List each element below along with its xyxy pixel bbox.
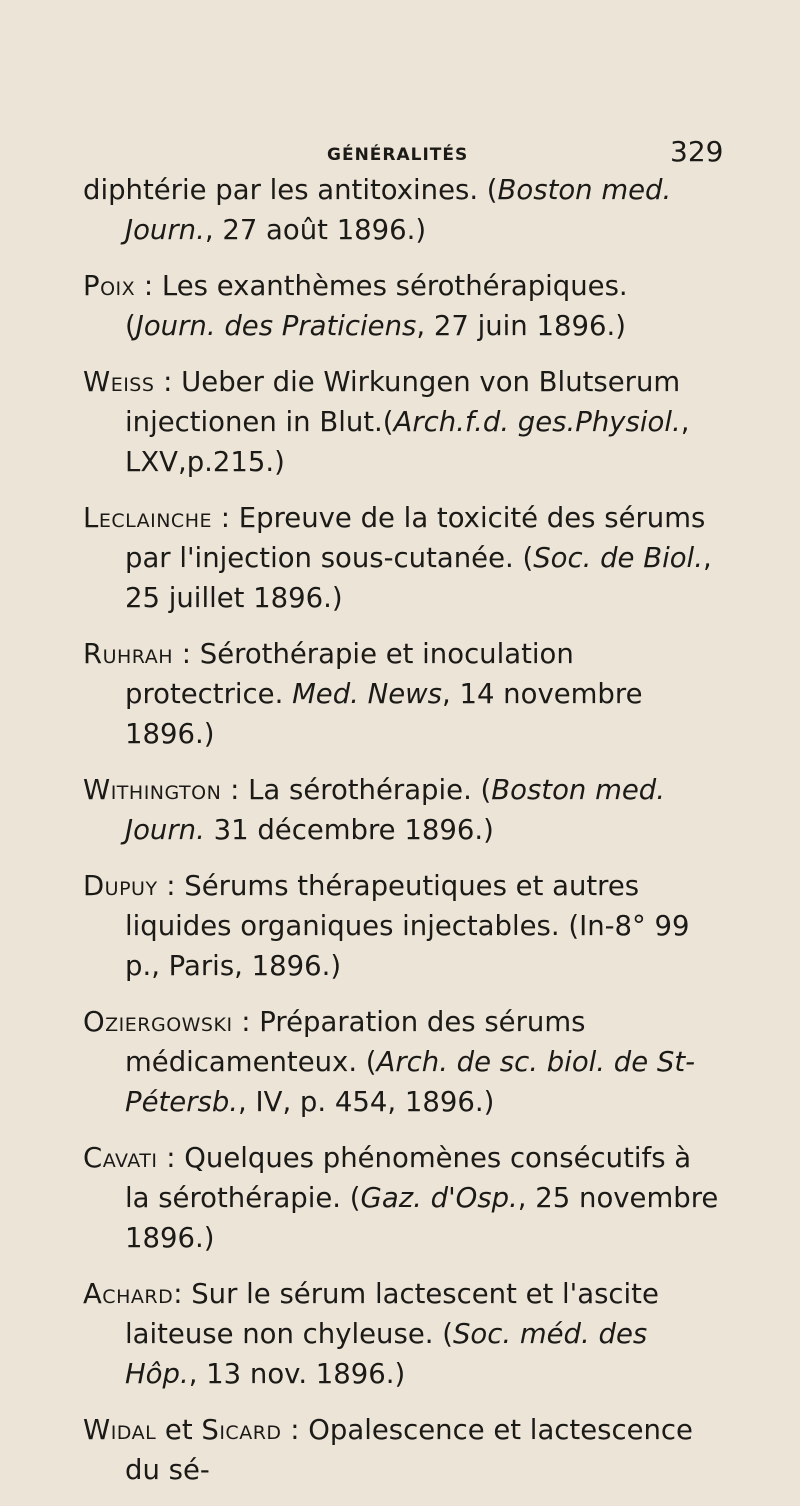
- bibliography-entry: [83, 362, 723, 482]
- author-name: Poix: [83, 270, 136, 302]
- author-name: Dupuy: [83, 870, 158, 902]
- entry-text: , 25 novembre 1896.): [125, 1182, 719, 1254]
- author-name: Ruhrah: [83, 638, 174, 670]
- entry-text: et: [156, 1414, 202, 1446]
- journal-reference: Soc. méd. des Hôp.: [125, 1318, 648, 1390]
- author-name: Sicard: [201, 1414, 282, 1446]
- entry-text: : Quelques phénomènes consécutifs à la sérothérapie. (: [125, 1142, 692, 1214]
- page-header: [0, 135, 800, 175]
- author-name: Widal: [83, 1414, 157, 1446]
- entry-text: : Les exanthèmes sérothérapiques. (: [125, 270, 628, 342]
- author-name: Withington: [83, 774, 222, 806]
- bibliography-entry: [83, 170, 723, 250]
- entry-text: : Sérothérapie et inoculation protectrice.: [125, 638, 574, 710]
- journal-reference: Gaz. d'Osp.: [360, 1182, 518, 1214]
- bibliography-entry: [83, 498, 723, 618]
- author-name: Cavati: [83, 1142, 158, 1174]
- author-name: Achard: [83, 1278, 174, 1310]
- journal-reference: Journ. des Praticiens: [135, 310, 417, 342]
- entry-text: : Sérums thérapeutiques et autres liquides organiques injectables. (In-8° 99 p., Paris, 1896.): [125, 870, 690, 982]
- entry-text: , 14 novembre 1896.): [125, 678, 643, 750]
- entry-text: , 27 août 1896.): [204, 214, 427, 246]
- bibliography-entry: [83, 1002, 723, 1122]
- entry-text: , 25 juillet 1896.): [125, 542, 712, 614]
- entry-text: diphtérie par les antitoxines. (: [83, 174, 498, 206]
- running-title: GÉNÉRALITÉS: [327, 145, 469, 165]
- journal-reference: Soc. de Biol.: [533, 542, 703, 574]
- bibliography-entry: [83, 770, 723, 850]
- entry-text: : Opalescence et lactescence du sé-: [125, 1414, 693, 1486]
- journal-reference: Arch. de sc. biol. de St-Pétersb.: [125, 1046, 696, 1118]
- journal-reference: Med. News: [292, 678, 442, 710]
- author-name: Weiss: [83, 366, 155, 398]
- entry-text: : Ueber die Wirkungen von Blutserum injectionen in Blut.(: [125, 366, 681, 438]
- entry-text: : Préparation des sérums médicamenteux. (: [125, 1006, 586, 1078]
- entry-text: 31 décembre 1896.): [204, 814, 494, 846]
- bibliography-entry: [83, 634, 723, 754]
- journal-reference: Boston med. Journ.: [125, 174, 672, 246]
- journal-reference: Boston med. Journ.: [125, 774, 665, 846]
- bibliography-entry: [83, 266, 723, 346]
- bibliography-list: [83, 170, 723, 1506]
- page-number: 329: [670, 135, 724, 168]
- entry-text: : Sur le sérum lactescent et l'ascite laiteuse non chyleuse. (: [125, 1278, 659, 1350]
- bibliography-entry: [83, 1138, 723, 1258]
- bibliography-entry: [83, 1410, 723, 1490]
- entry-text: : La sérothérapie. (: [221, 774, 492, 806]
- entry-text: , 27 juin 1896.): [416, 310, 626, 342]
- bibliography-entry: [83, 1274, 723, 1394]
- journal-reference: Arch.f.d. ges.Physiol.: [393, 406, 681, 438]
- entry-text: , 13 nov. 1896.): [188, 1358, 406, 1390]
- author-name: Leclainche: [83, 502, 212, 534]
- entry-text: , LXV,p.215.): [125, 406, 690, 478]
- entry-text: : Epreuve de la toxicité des sérums par l'injection sous-cutanée. (: [125, 502, 706, 574]
- entry-text: , IV, p. 454, 1896.): [238, 1086, 495, 1118]
- author-name: Oziergowski: [83, 1006, 233, 1038]
- bibliography-entry: [83, 866, 723, 986]
